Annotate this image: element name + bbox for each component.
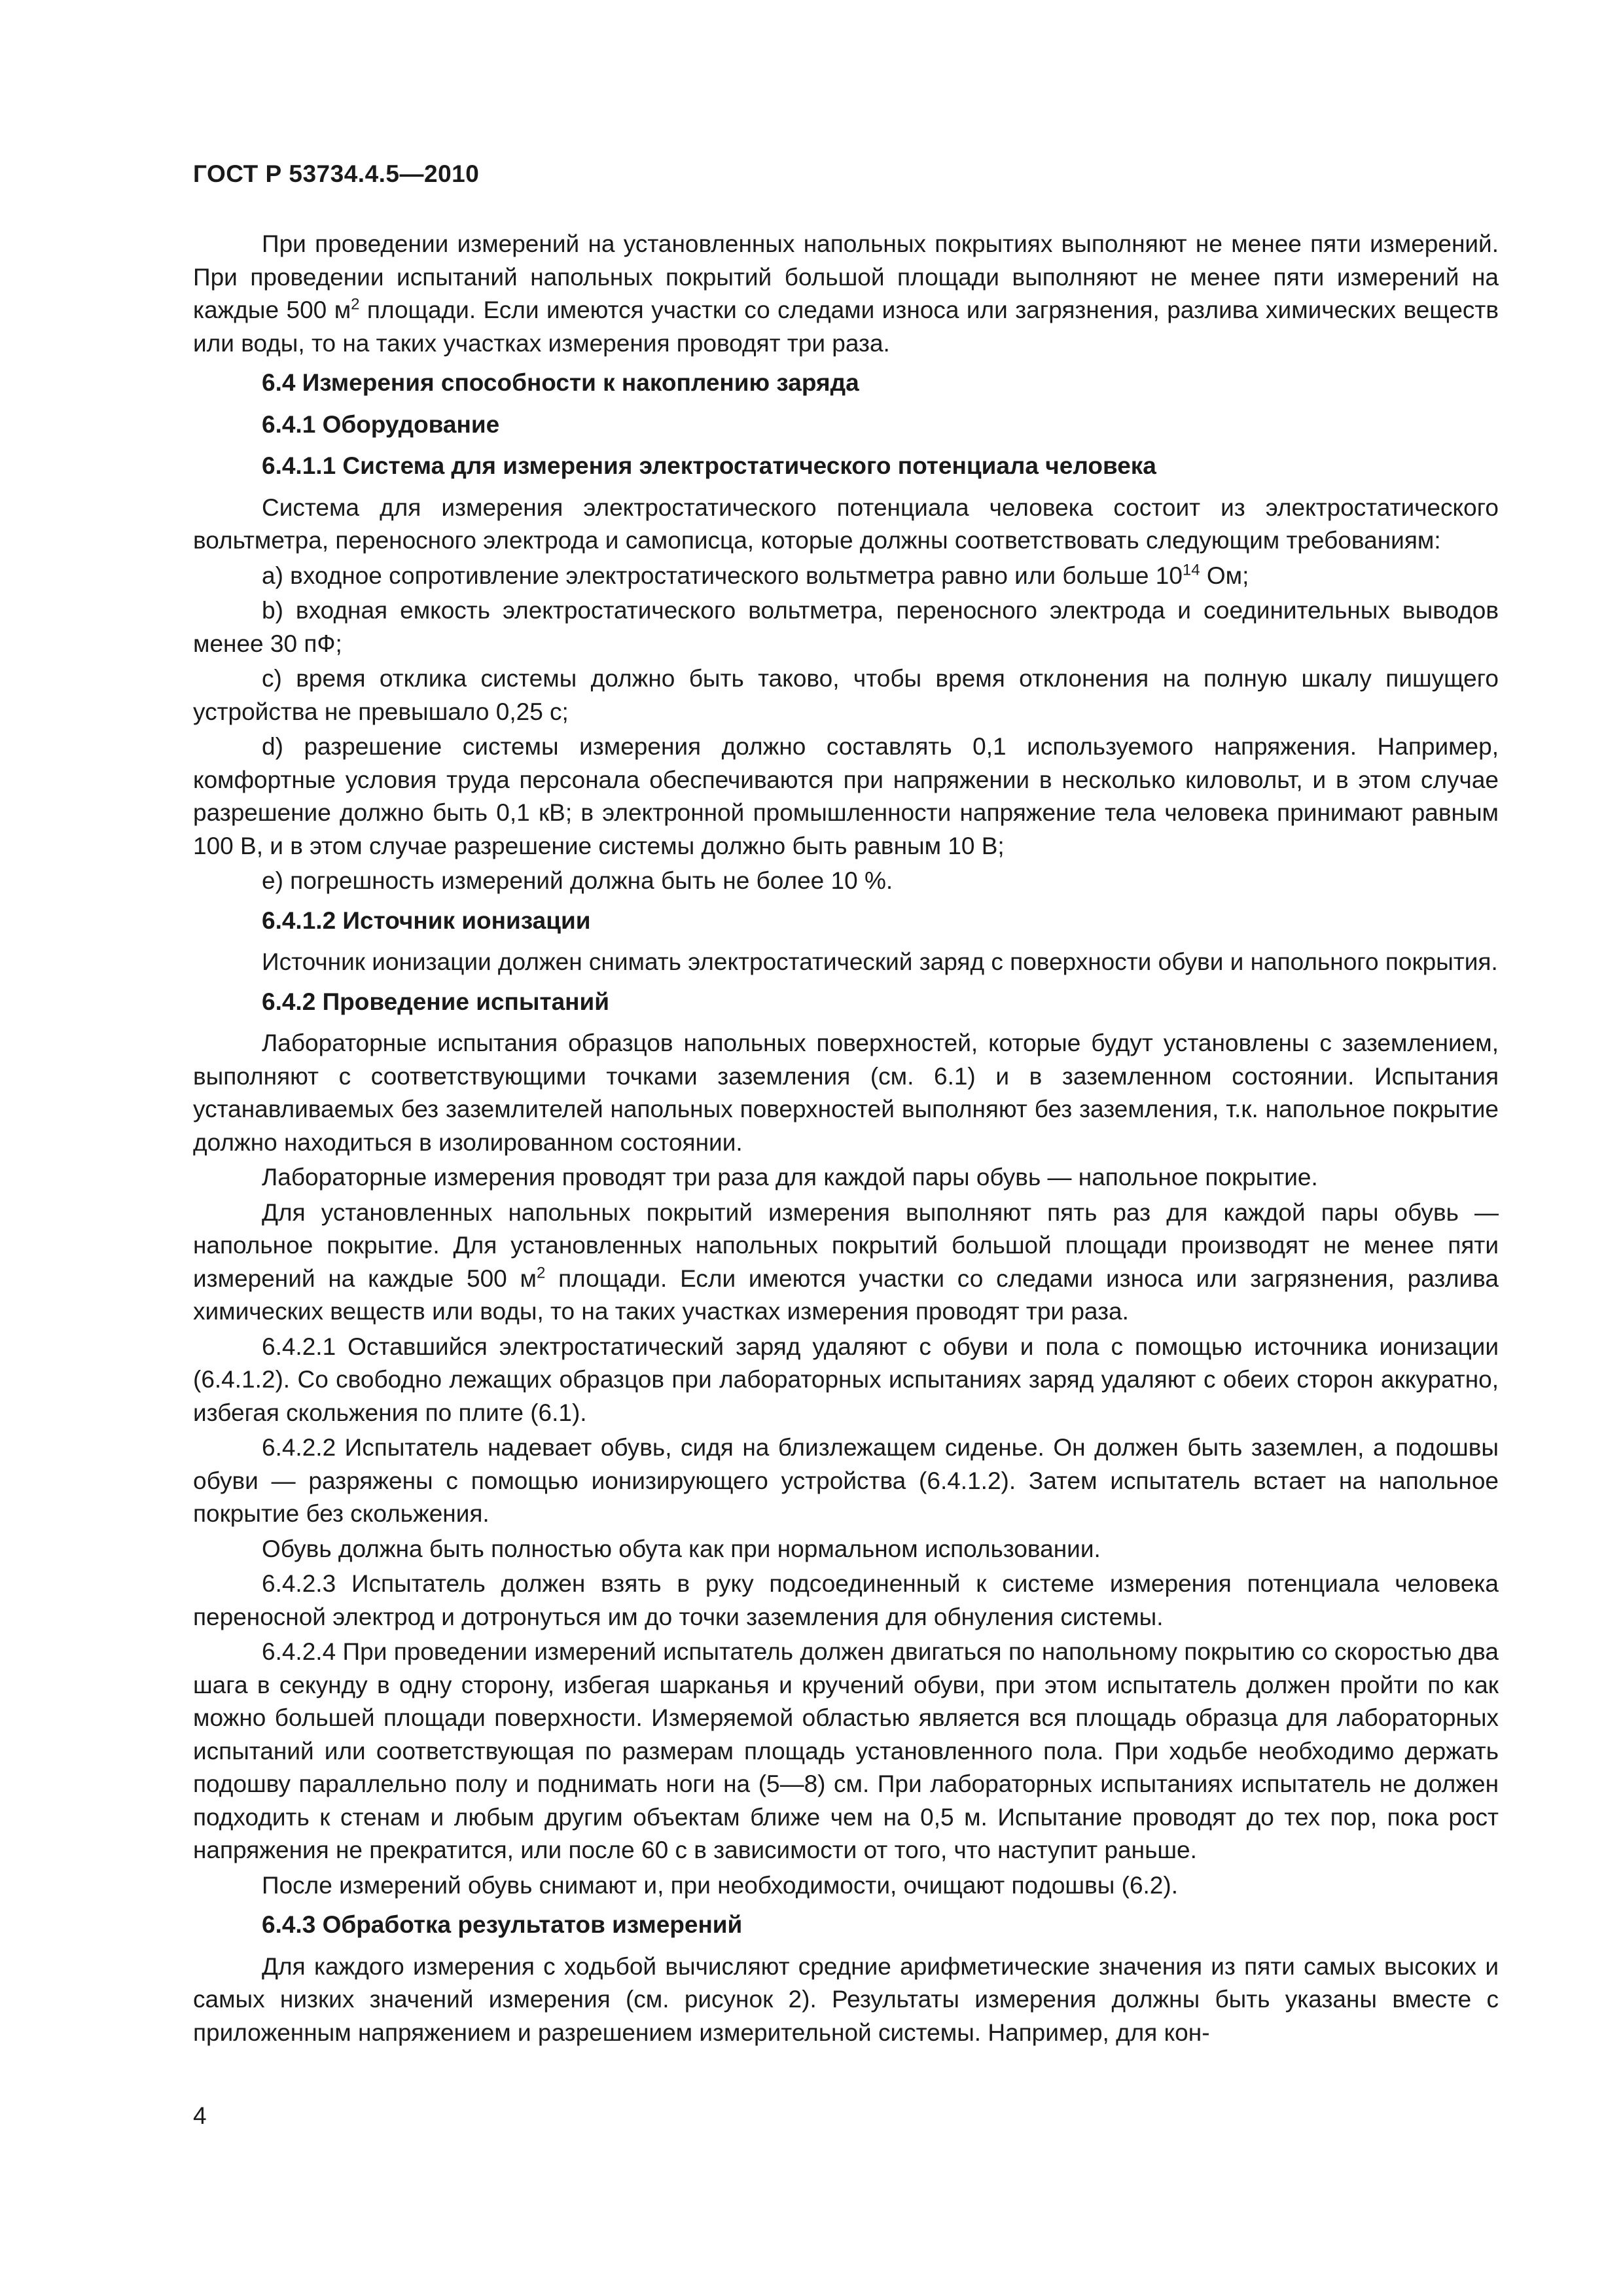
list-item-c: c) время отклика системы должно быть таково, чтобы время отклонения на полную шкалу пишущего устройства не превышало 0,25 с; [193, 665, 1499, 725]
heading-6-4: 6.4 Измерения способности к накоплению заряда [262, 369, 859, 396]
list-item-a: a) входное сопротивление электростатического вольтметра равно или больше $10^{14}$ Ом; [262, 561, 1249, 589]
paragraph-lab-measurements: Лабораторные измерения проводят три раза для каждой пары обувь — напольное покрытие. [262, 1164, 1318, 1191]
paragraph-results-processing: Для каждого измерения с ходьбой вычисляют средние арифметические значения из пяти самых высоких и самых низких значений измерения (см. рисунок 2). Результаты измерения должны быть указаны вместе с приложенным напряжением и разрешением измерительной системы. Например, для кон- [193, 1952, 1499, 2046]
paragraph-installed-floors: Для установленных напольных покрытий измерения выполняют пять раз для каждой пары обувь — напольное покрытие. Для установленных напольных покрытий большой площади производят не менее пяти измерений на каждые 500 $м^2$ площади. Если имеются участки со следами износа или загрязнения, разлива химических веществ или воды, то на таких участках измерения проводят три раза. [193, 1198, 1499, 1325]
document-header: ГОСТ Р 53734.4.5—2010 [193, 160, 480, 187]
document-body [193, 228, 1499, 2051]
heading-6-4-2: 6.4.2 Проведение испытаний [262, 988, 610, 1015]
paragraph-6-4-2-1: 6.4.2.1 Оставшийся электростатический заряд удаляют с обуви и пола с помощью источника ионизации (6.4.1.2). Со свободно лежащих образцов при лабораторных испытаниях заряд удаляют с обеих сторон аккуратно, избегая скольжения по плите (6.1). [193, 1333, 1499, 1426]
heading-6-4-1-2: 6.4.1.2 Источник ионизации [262, 906, 591, 934]
heading-6-4-1-1: 6.4.1.1 Система для измерения электростатического потенциала человека [262, 452, 1156, 479]
paragraph-ionization-source: Источник ионизации должен снимать электростатический заряд с поверхности обуви и напольного покрытия. [262, 948, 1498, 975]
heading-6-4-1: 6.4.1 Оборудование [262, 410, 500, 438]
list-item-d: d) разрешение системы измерения должно составлять 0,1 используемого напряжения. Например, комфортные условия труда персонала обеспечиваются при напряжении в несколько киловольт, и в этом случае разрешение должно быть 0,1 кВ; в электронной промышленности напряжение тела человека принимают равным 100 В, и в этом случае разрешение системы должно быть равным 10 В; [193, 733, 1499, 859]
paragraph-measurement-count: При проведении измерений на установленных напольных покрытиях выполняют не менее пяти измерений. При проведении испытаний напольных покрытий большой площади выполняют не менее пяти измерений на каждые 500 $м^2$ площади. Если имеются участки со следами износа или загрязнения, разлива химических веществ или воды, то на таких участках измерения проводят три раза. [193, 230, 1499, 357]
paragraph-lab-tests: Лабораторные испытания образцов напольных поверхностей, которые будут установлены с заземлением, выполняют с соответствующими точками заземления (см. 6.1) и в заземленном состоянии. Испытания устанавливаемых без заземлителей напольных поверхностей выполняют без заземления, т.к. напольное покрытие должно находиться в изолированном состоянии. [193, 1030, 1499, 1156]
page-number: 4 [193, 2102, 207, 2129]
paragraph-6-4-2-4: 6.4.2.4 При проведении измерений испытатель должен двигаться по напольному покрытию со скоростью два шага в секунду в одну сторону, избегая шарканья и кручений обуви, при этом испытатель должен пройти по как можно большей площади поверхности. Измеряемой областью является вся площадь образца для лабораторных испытаний или соответствующая по размерам площадь установленного пола. При ходьбе необходимо держать подошву параллельно полу и поднимать ноги на (5—8) см. При лабораторных испытаниях испытатель не должен подходить к стенам и любым другим объектам ближе чем на 0,5 м. Испытание проводят до тех пор, пока рост напряжения не прекратится, или после 60 с в зависимости от того, что наступит раньше. [193, 1638, 1499, 1863]
paragraph-6-4-2-3: 6.4.2.3 Испытатель должен взять в руку подсоединенный к системе измерения потенциала человека переносной электрод и дотронуться им до точки заземления для обнуления системы. [193, 1570, 1499, 1630]
list-item-e: e) погрешность измерений должна быть не более 10 %. [262, 867, 893, 894]
list-item-b: b) входная емкость электростатического вольтметра, переносного электрода и соединительных выводов менее 30 пФ; [193, 597, 1499, 657]
paragraph-system-description: Система для измерения электростатического потенциала человека состоит из электростатического вольтметра, переносного электрода и самописца, которые должны соответствовать следующим требованиям: [193, 493, 1499, 554]
paragraph-footwear: Обувь должна быть полностью обута как при нормальном использовании. [262, 1535, 1101, 1562]
paragraph-after-measurement: После измерений обувь снимают и, при необходимости, очищают подошвы (6.2). [262, 1871, 1178, 1899]
paragraph-6-4-2-2: 6.4.2.2 Испытатель надевает обувь, сидя на близлежащем сиденье. Он должен быть заземлен, а подошвы обуви — разряжены с помощью ионизирующего устройства (6.4.1.2). Затем испытатель встает на напольное покрытие без скольжения. [193, 1434, 1499, 1527]
heading-6-4-3: 6.4.3 Обработка результатов измерений [262, 1911, 743, 1938]
